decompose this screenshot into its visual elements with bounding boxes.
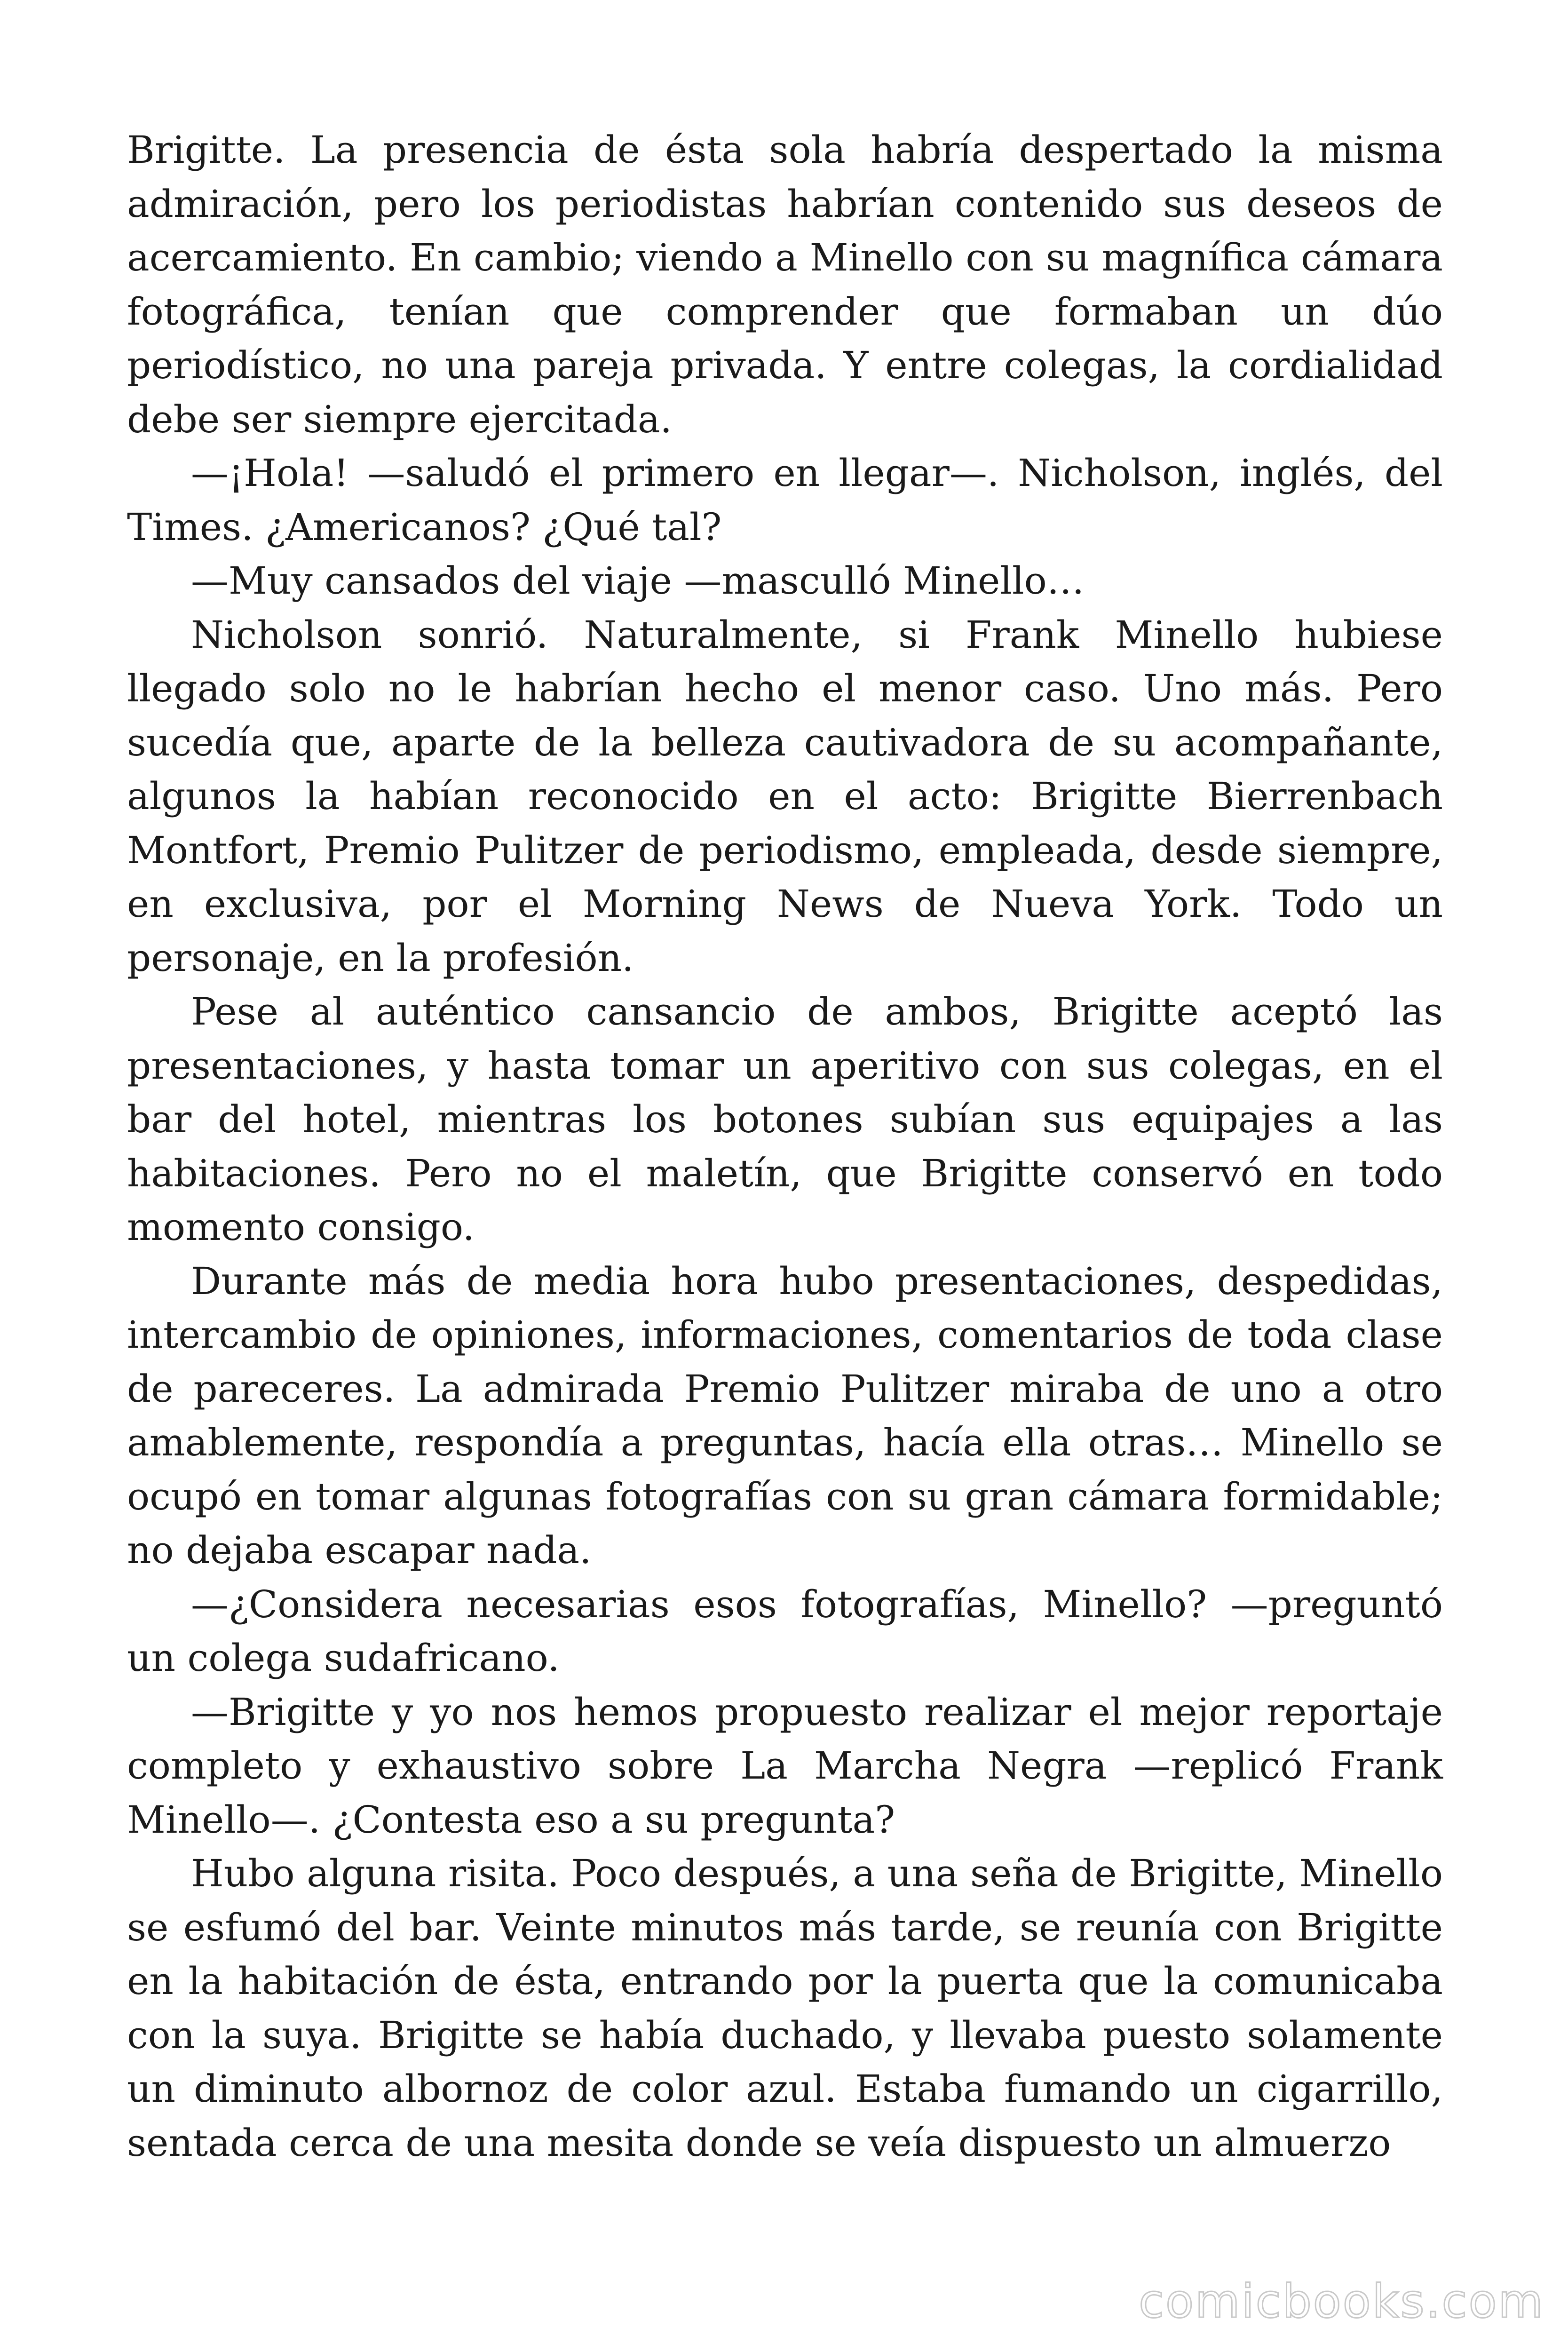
paragraph: Brigitte. La presencia de ésta sola habría despertado la misma admiración, pero los periodistas habrían contenido sus deseos de acercamiento. En cambio; viendo a Minello con su magnífica cámara fotográfica, tenían que comprender que formaban un dúo periodístico, no una pareja privada. Y entre colegas, la cordialidad debe ser siempre ejercitada. [127,128,1443,441]
paragraph: Durante más de media hora hubo presentaciones, despedidas, intercambio de opiniones, informaciones, comentarios de toda clase de pareceres. La admirada Premio Pulitzer miraba de uno a otro amablemente, respondía a preguntas, hacía ella otras… Minello se ocupó en tomar algunas fotografías con su gran cámara formidable; no dejaba escapar nada. [127,1259,1443,1572]
paragraph: —¿Considera necesarias esos fotografías, Minello? —preguntó un colega sudafricano. [127,1582,1443,1680]
paragraph: Pese al auténtico cansancio de ambos, Brigitte aceptó las presentaciones, y hasta tomar un aperitivo con sus colegas, en el bar del hotel, mientras los botones subían sus equipajes a las habitaciones. Pero no el maletín, que Brigitte conservó en todo momento consigo. [127,990,1443,1249]
paragraph: —¡Hola! —saludó el primero en llegar—. Nicholson, inglés, del Times. ¿Americanos? ¿Qué tal? [127,451,1443,549]
watermark: comicbooks.com [1139,2275,1544,2328]
paragraph: —Brigitte y yo nos hemos propuesto realizar el mejor reportaje completo y exhaustivo sobre La Marcha Negra —replicó Frank Minello—. ¿Contesta eso a su pregunta? [127,1690,1443,1842]
paragraph: Nicholson sonrió. Naturalmente, si Frank Minello hubiese llegado solo no le habrían hecho el menor caso. Uno más. Pero sucedía que, aparte de la belleza cautivadora de su acompañante, algunos la habían reconocido en el acto: Brigitte Bierrenbach Montfort, Premio Pulitzer de periodismo, empleada, desde siempre, en exclusiva, por el Morning News de Nueva York. Todo un personaje, en la profesión. [127,612,1443,980]
paragraph: Hubo alguna risita. Poco después, a una seña de Brigitte, Minello se esfumó del bar. Veinte minutos más tarde, se reunía con Brigitte en la habitación de ésta, entrando por la puerta que la comunicaba con la suya. Brigitte se había duchado, y llevaba puesto solamente un diminuto albornoz de color azul. Estaba fumando un cigarrillo, sentada cerca de una mesita donde se veía dispuesto un almuerzo [127,1851,1443,2165]
page-text [127,123,1443,2170]
paragraph: —Muy cansados del viaje —masculló Minello… [191,559,1085,603]
